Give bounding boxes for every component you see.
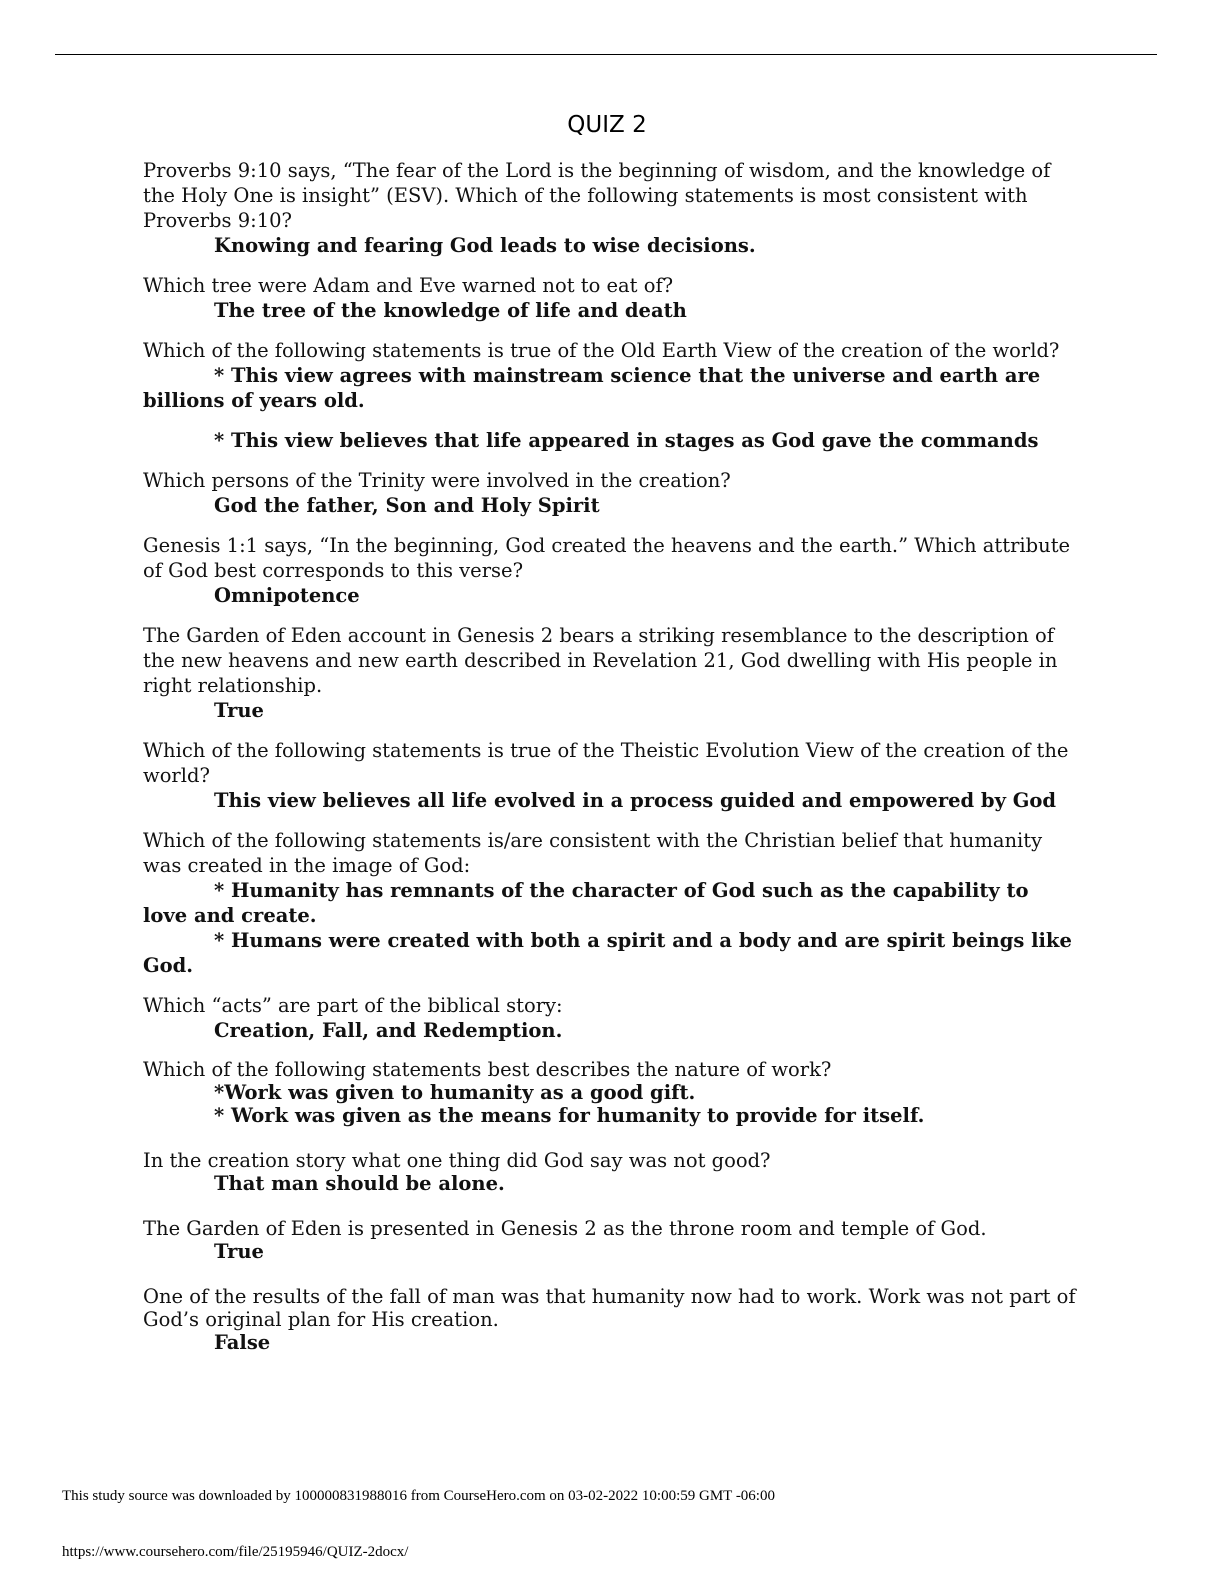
question-text: Which of the following statements is true of the Theistic Evolution View of the creation of the world? — [143, 739, 1069, 787]
answer-text: * Humanity has remnants of the character of God such as the capability to love and create. — [143, 879, 1029, 927]
answer-text: * This view believes that life appeared in stages as God gave the commands — [214, 429, 1039, 452]
question-text: Which tree were Adam and Eve warned not to eat of? — [143, 274, 674, 297]
download-source-note: This study source was downloaded by 100000831988016 from CourseHero.com on 03-02-2022 10:00:59 GMT -06:00 — [62, 1488, 775, 1504]
top-rule — [55, 54, 1157, 55]
answer-text: This view believes all life evolved in a process guided and empowered by God — [214, 789, 1056, 812]
question-text: The Garden of Eden account in Genesis 2 bears a striking resemblance to the description of the new heavens and new earth described in Revelation 21, God dwelling with His people in right relationship. — [143, 624, 1058, 697]
question-text: Which “acts” are part of the biblical story: — [143, 994, 563, 1017]
answer-text: * This view agrees with mainstream science that the universe and earth are billions of years old. — [143, 364, 1041, 412]
question-text: Which of the following statements is/are consistent with the Christian belief that humanity was created in the image of God: — [143, 829, 1043, 877]
answer-text: The tree of the knowledge of life and death — [214, 299, 687, 322]
question-text: Which of the following statements is true of the Old Earth View of the creation of the world? — [143, 339, 1060, 362]
answer-text: Creation, Fall, and Redemption. — [214, 1019, 563, 1042]
question-text: One of the results of the fall of man was that humanity now had to work. Work was not part of God’s original plan for His creation. — [143, 1285, 1076, 1331]
answer-text: God the father, Son and Holy Spirit — [214, 494, 600, 517]
question-text: In the creation story what one thing did God say was not good? — [143, 1149, 771, 1172]
quiz-content — [143, 158, 1078, 1354]
page-title: QUIZ 2 — [567, 112, 647, 138]
answer-text: Knowing and fearing God leads to wise decisions. — [214, 234, 756, 257]
answer-text: *Work was given to humanity as a good gift. — [214, 1081, 696, 1104]
answer-text: True — [214, 699, 264, 722]
question-text: Genesis 1:1 says, “In the beginning, God created the heavens and the earth.” Which attribute of God best corresponds to this verse? — [143, 534, 1071, 582]
answer-text: * Work was given as the means for humanity to provide for itself. — [214, 1104, 925, 1127]
answer-text: Omnipotence — [214, 584, 360, 607]
question-text: Which persons of the Trinity were involved in the creation? — [143, 469, 731, 492]
question-text: Proverbs 9:10 says, “The fear of the Lord is the beginning of wisdom, and the knowledge of the Holy One is insight” (ESV). Which of the following statements is most consistent with Proverbs 9:10? — [143, 159, 1051, 232]
answer-text: * Humans were created with both a spirit and a body and are spirit beings like God. — [143, 929, 1072, 977]
question-text: The Garden of Eden is presented in Genesis 2 as the throne room and temple of God. — [143, 1217, 987, 1240]
answer-text: False — [214, 1331, 271, 1354]
answer-text: That man should be alone. — [214, 1172, 505, 1195]
answer-text: True — [214, 1240, 264, 1263]
question-text: Which of the following statements best describes the nature of work? — [143, 1058, 832, 1081]
source-url: https://www.coursehero.com/file/25195946/QUIZ-2docx/ — [62, 1544, 409, 1560]
